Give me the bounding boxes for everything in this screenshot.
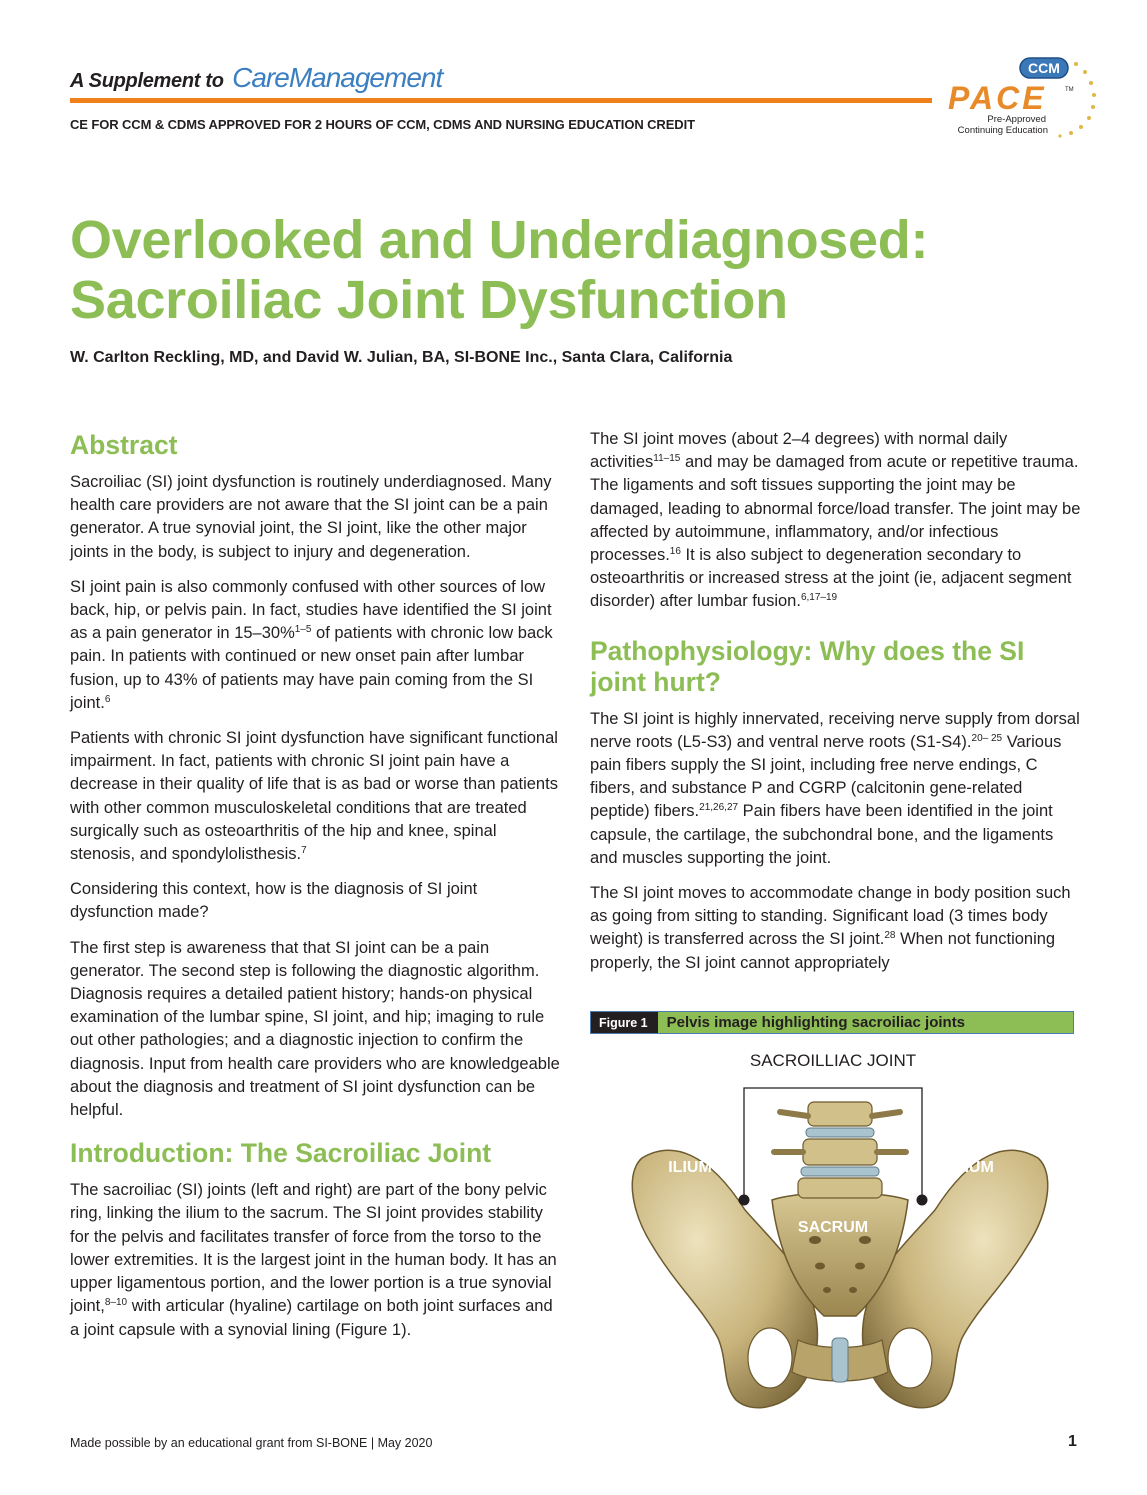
- page-number: 1: [1068, 1433, 1077, 1450]
- citation: 6: [104, 693, 111, 705]
- citation: 1–5: [294, 624, 312, 636]
- ce-credit-line: CE FOR CCM & CDMS APPROVED FOR 2 HOURS OF CCM, CDMS AND NURSING EDUCATION CREDIT: [70, 117, 695, 132]
- right-joint-marker: [917, 1195, 928, 1206]
- supplement-line: [70, 62, 442, 94]
- author-line: W. Carlton Reckling, MD, and David W. Julian, BA, SI-BONE Inc., Santa Clara, California: [70, 349, 733, 366]
- pathophysiology-paragraph-1: The SI joint is highly innervated, receiving nerve supply from dorsal nerve roots (L5-S3) and ventral nerve roots (S1-S4).$^{20- 25}$ Various pain fibers supply the SI joint, including free nerve endings, C fibers, and substance P and CGRP (calcitonin gene-related peptide) fibers.$^{21,26,27}$ Pain fibers have been identified in the joint capsule, the cartilage, the subchondral bone, and the ligaments and muscles supporting the joint.: [590, 709, 1080, 867]
- abstract-heading: Abstract: [70, 430, 178, 460]
- label-ilium-right: ILIUM: [950, 1159, 994, 1176]
- left-joint-marker: [739, 1195, 750, 1206]
- ccm-badge-text: CCM: [1028, 60, 1060, 76]
- figure-caption: Pelvis image highlighting sacroiliac joints: [666, 1014, 966, 1031]
- pace-tm: TM: [1065, 87, 1074, 93]
- pace-logo-icon: [944, 52, 1104, 144]
- pace-line-2: Continuing Education: [957, 125, 1048, 136]
- left-column: [70, 430, 562, 1354]
- masthead-rule: [70, 98, 932, 103]
- pathophysiology-paragraph-2: The SI joint moves to accommodate change in body position such as going from sitting to standing. Significant load (3 times body weight) is transferred across the SI joint.$^{28}$ When not functioning properly, the SI joint cannot appropriately: [590, 884, 1071, 972]
- abstract-paragraph-5: The first step is awareness that that SI joint can be a pain generator. The second step is following the diagnostic algorithm. Diagnosis requires a detailed patient history; hands-on physical examination of the lumbar spine, SI joint, and hip; imaging to rule out other pathologies; and a diagnostic injection to confirm the diagnosis. Input from health care providers who are knowledgeable about the diagnosis and treatment of SI joint dysfunction can be helpful.: [70, 938, 560, 1120]
- pelvis-illustration: [620, 1040, 1060, 1420]
- citation: 20– 25: [971, 732, 1003, 744]
- pathophysiology-heading: Pathophysiology: Why does the SI joint hurt?: [590, 635, 1025, 697]
- title-line-1: Overlooked and Underdiagnosed:: [70, 210, 929, 270]
- brand-part-management: Management: [288, 62, 443, 93]
- abstract-paragraph-4: Considering this context, how is the diagnosis of SI joint dysfunction made?: [70, 880, 478, 922]
- footer-text: Made possible by an educational grant from SI-BONE | May 2020: [70, 1436, 433, 1450]
- citation: 21,26,27: [699, 802, 739, 814]
- introduction-paragraph-1: The sacroiliac (SI) joints (left and right) are part of the bony pelvic ring, linking the ilium to the sacrum. The SI joint provides stability for the pelvis and facilitates transfer of force from the torso to the lower extremities. It is the largest joint in the human body. It has an upper ligamentous portion, and the lower portion is a true synovial joint,$^{8-10}$ with articular (hyaline) cartilage on both joint surfaces and a joint capsule with a synovial lining (Figure 1).: [70, 1181, 557, 1339]
- title-line-2: Sacroiliac Joint Dysfunction: [70, 270, 788, 330]
- brand-part-care: Care: [232, 62, 289, 93]
- abstract-paragraph-3: Patients with chronic SI joint dysfunction have significant functional impairment. In fact, patients with chronic SI joint pain have a decrease in their quality of life that is as bad or worse than patients with other common musculoskeletal conditions that are treated surgically such as osteoarthritis of the hip and knee, spinal stenosis, and spondylolisthesis.$^7$: [70, 729, 558, 864]
- label-ilium-left: ILIUM: [668, 1159, 712, 1176]
- label-sacrum: SACRUM: [797, 1219, 869, 1236]
- article-title: [70, 210, 928, 330]
- label-sacroiliac-joint: SACROILLIAC JOINT: [749, 1051, 917, 1070]
- citation: 6,17–19: [800, 592, 838, 604]
- citation: 28: [884, 930, 896, 942]
- citation: 16: [669, 546, 681, 558]
- figure-banner: [590, 1011, 1074, 1034]
- supplement-prefix: A Supplement to: [70, 70, 224, 92]
- abstract-paragraph-2: SI joint pain is also commonly confused with other sources of low back, hip, or pelvis pain. In fact, studies have identified the SI joint as a pain generator in 15–30%$^{1-5}$ of patients with chronic low back pain. In patients with continued or new onset pain after lumbar fusion, up to 43% of patients may have pain coming from the SI joint.$^6$: [70, 577, 553, 712]
- abstract-paragraph-1: Sacroiliac (SI) joint dysfunction is routinely underdiagnosed. Many health care providers are not aware that the SI joint can be a pain generator. A true synovial joint, the SI joint, like the other major joints in the body, is subject to injury and degeneration.: [70, 473, 552, 561]
- right-column: [590, 428, 1082, 987]
- citation: 11–15: [653, 453, 681, 465]
- citation: 7: [301, 845, 307, 857]
- figure-tag: Figure 1: [591, 1012, 658, 1033]
- citation: 8–10: [104, 1297, 128, 1309]
- brand-wordmark: [232, 62, 442, 93]
- pace-word: PACE: [948, 80, 1047, 116]
- introduction-paragraph-2: The SI joint moves (about 2–4 degrees) with normal daily activities$^{11-15}$ and may be damaged from acute or repetitive trauma. The ligaments and soft tissues supporting the joint may be damaged, leading to abnormal force/load transfer. The joint may be affected by autoimmune, inflammatory, and/or infectious processes.$^{16}$ It is also subject to degeneration secondary to osteoarthritis or increased stress at the joint (ie, adjacent segment disorder) after lumbar fusion.$^{6,17-19}$: [590, 430, 1081, 611]
- introduction-heading: Introduction: The Sacroiliac Joint: [70, 1138, 492, 1169]
- pace-line-1: Pre-Approved: [987, 114, 1046, 125]
